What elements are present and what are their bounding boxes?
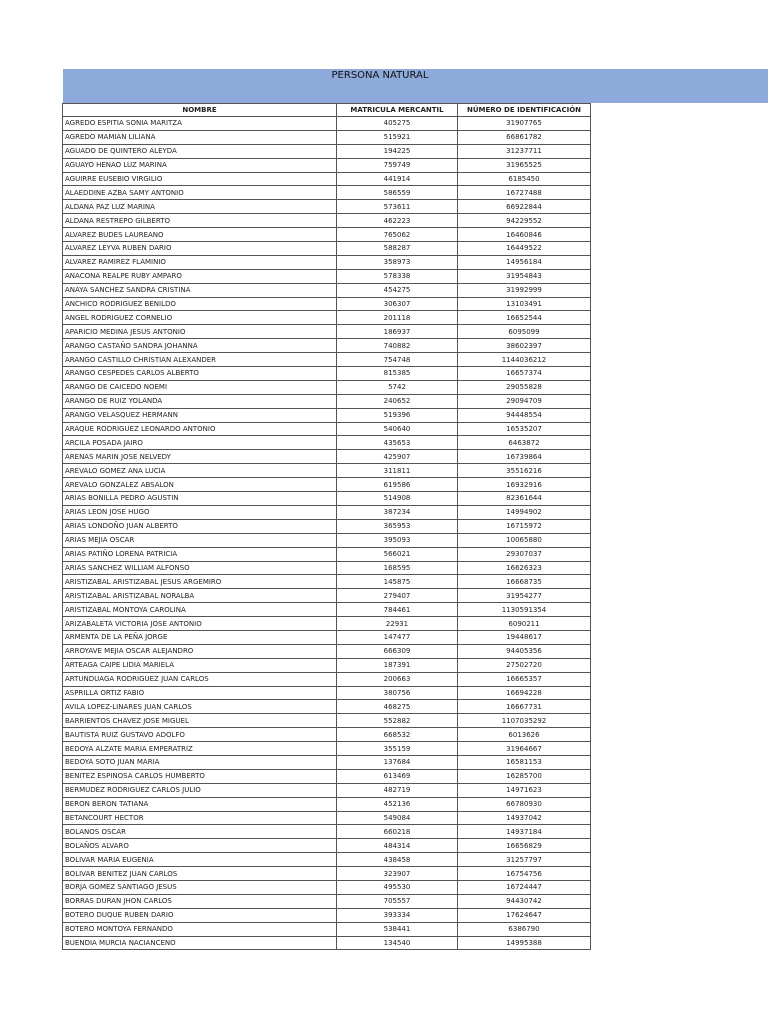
cell-nombre: ARIAS LONDOÑO JUAN ALBERTO [63, 519, 337, 533]
cell-matricula: 134540 [337, 936, 458, 950]
cell-matricula: 393334 [337, 908, 458, 922]
cell-identificacion: 6185450 [458, 172, 591, 186]
cell-identificacion: 1107035292 [458, 714, 591, 728]
table-row [63, 867, 591, 881]
cell-identificacion: 6013626 [458, 728, 591, 742]
cell-matricula: 405275 [337, 117, 458, 131]
table-row [63, 339, 591, 353]
cell-nombre: ARIAS MEJIA OSCAR [63, 533, 337, 547]
table-row [63, 144, 591, 158]
cell-matricula: 395093 [337, 533, 458, 547]
cell-identificacion: 16626323 [458, 561, 591, 575]
cell-matricula: 482719 [337, 783, 458, 797]
table-row [63, 172, 591, 186]
cell-nombre: ARIAS PATIÑO LORENA PATRICIA [63, 547, 337, 561]
cell-nombre: BERMUDEZ RODRIGUEZ CARLOS JULIO [63, 783, 337, 797]
table-row [63, 450, 591, 464]
cell-nombre: ARANGO CESPEDES CARLOS ALBERTO [63, 367, 337, 381]
cell-nombre: AGUIRRE EUSEBIO VIRGILIO [63, 172, 337, 186]
cell-nombre: AVILA LOPEZ-LINARES JUAN CARLOS [63, 700, 337, 714]
table-header [63, 104, 591, 117]
cell-identificacion: 16657374 [458, 367, 591, 381]
cell-identificacion: 31964667 [458, 742, 591, 756]
cell-matricula: 573611 [337, 200, 458, 214]
table-row [63, 130, 591, 144]
cell-identificacion: 94229552 [458, 214, 591, 228]
cell-nombre: BOLAÑOS ALVARO [63, 839, 337, 853]
cell-identificacion: 16449522 [458, 242, 591, 256]
cell-identificacion: 16754756 [458, 867, 591, 881]
table-row [63, 630, 591, 644]
table-row [63, 853, 591, 867]
table-row [63, 242, 591, 256]
cell-nombre: BERON BERON TATIANA [63, 797, 337, 811]
table-row [63, 325, 591, 339]
cell-matricula: 311811 [337, 464, 458, 478]
cell-matricula: 387234 [337, 505, 458, 519]
cell-nombre: ARANGO DE RUIZ YOLANDA [63, 394, 337, 408]
cell-identificacion: 31237711 [458, 144, 591, 158]
cell-matricula: 145875 [337, 575, 458, 589]
table-row [63, 492, 591, 506]
table-row [63, 686, 591, 700]
column-header-nombre: NOMBRE [63, 104, 337, 117]
table-row [63, 617, 591, 631]
cell-matricula: 380756 [337, 686, 458, 700]
cell-matricula: 519396 [337, 408, 458, 422]
cell-identificacion: 16285700 [458, 769, 591, 783]
table-row [63, 380, 591, 394]
cell-matricula: 815385 [337, 367, 458, 381]
cell-identificacion: 94448554 [458, 408, 591, 422]
cell-matricula: 754748 [337, 353, 458, 367]
table-row [63, 283, 591, 297]
cell-nombre: AGREDO MAMIAN LILIANA [63, 130, 337, 144]
cell-nombre: ALVAREZ BUDES LAUREANO [63, 228, 337, 242]
records-table [62, 103, 591, 950]
cell-matricula: 438458 [337, 853, 458, 867]
table-row [63, 575, 591, 589]
cell-identificacion: 16727488 [458, 186, 591, 200]
cell-matricula: 540640 [337, 422, 458, 436]
cell-matricula: 441914 [337, 172, 458, 186]
cell-matricula: 168595 [337, 561, 458, 575]
cell-matricula: 194225 [337, 144, 458, 158]
cell-matricula: 365953 [337, 519, 458, 533]
cell-nombre: APARICIO MEDINA JESUS ANTONIO [63, 325, 337, 339]
cell-identificacion: 1130591354 [458, 603, 591, 617]
cell-nombre: ANCHICO RODRIGUEZ BENILDO [63, 297, 337, 311]
cell-nombre: ARAQUE RODRIGUEZ LEONARDO ANTONIO [63, 422, 337, 436]
cell-matricula: 588287 [337, 242, 458, 256]
cell-nombre: AGREDO ESPITIA SONIA MARITZA [63, 117, 337, 131]
cell-nombre: ARANGO CASTILLO CHRISTIAN ALEXANDER [63, 353, 337, 367]
cell-matricula: 613469 [337, 769, 458, 783]
table-row [63, 186, 591, 200]
cell-identificacion: 14995388 [458, 936, 591, 950]
table-body [63, 117, 591, 950]
cell-identificacion: 19448617 [458, 630, 591, 644]
cell-nombre: BAUTISTA RUIZ GUSTAVO ADOLFO [63, 728, 337, 742]
cell-matricula: 355159 [337, 742, 458, 756]
cell-nombre: ARIAS SANCHEZ WILLIAM ALFONSO [63, 561, 337, 575]
table-row [63, 408, 591, 422]
cell-nombre: BOLANOS OSCAR [63, 825, 337, 839]
table-row [63, 561, 591, 575]
table-row [63, 783, 591, 797]
cell-nombre: ARISTIZABAL MONTOYA CAROLINA [63, 603, 337, 617]
cell-nombre: ANACONA REALPE RUBY AMPARO [63, 269, 337, 283]
cell-nombre: BEDOYA ALZATE MARIA EMPERATRIZ [63, 742, 337, 756]
table-row [63, 422, 591, 436]
cell-nombre: BOLIVAR MARIA EUGENIA [63, 853, 337, 867]
table-row [63, 922, 591, 936]
cell-nombre: ASPRILLA ORTIZ FABIO [63, 686, 337, 700]
cell-identificacion: 66780930 [458, 797, 591, 811]
table-row [63, 117, 591, 131]
table-row [63, 353, 591, 367]
cell-identificacion: 29094709 [458, 394, 591, 408]
cell-identificacion: 14971623 [458, 783, 591, 797]
cell-identificacion: 14994902 [458, 505, 591, 519]
table-row [63, 255, 591, 269]
cell-nombre: AGUADO DE QUINTERO ALEYDA [63, 144, 337, 158]
cell-nombre: ARTEAGA CAIPE LIDIA MARIELA [63, 658, 337, 672]
cell-identificacion: 16667731 [458, 700, 591, 714]
cell-identificacion: 35516216 [458, 464, 591, 478]
cell-identificacion: 13103491 [458, 297, 591, 311]
cell-matricula: 137684 [337, 755, 458, 769]
cell-nombre: ARMENTA DE LA PEÑA JORGE [63, 630, 337, 644]
cell-nombre: ANGEL RODRIGUEZ CORNELIO [63, 311, 337, 325]
cell-nombre: ALDANA PAZ LUZ MARINA [63, 200, 337, 214]
cell-matricula: 538441 [337, 922, 458, 936]
cell-identificacion: 16652544 [458, 311, 591, 325]
cell-matricula: 765062 [337, 228, 458, 242]
cell-identificacion: 31257797 [458, 853, 591, 867]
table-row [63, 658, 591, 672]
cell-nombre: ALVAREZ RAMIREZ FLAMINIO [63, 255, 337, 269]
header-row [63, 104, 591, 117]
cell-matricula: 452136 [337, 797, 458, 811]
table-row [63, 880, 591, 894]
cell-matricula: 666309 [337, 644, 458, 658]
cell-identificacion: 16535207 [458, 422, 591, 436]
cell-matricula: 515921 [337, 130, 458, 144]
cell-identificacion: 16581153 [458, 755, 591, 769]
cell-identificacion: 16932916 [458, 478, 591, 492]
cell-matricula: 240652 [337, 394, 458, 408]
cell-nombre: ARANGO CASTAÑO SANDRA JOHANNA [63, 339, 337, 353]
cell-nombre: BUENDIA MURCIA NACIANCENO [63, 936, 337, 950]
cell-identificacion: 1144036212 [458, 353, 591, 367]
cell-identificacion: 38602397 [458, 339, 591, 353]
cell-matricula: 186937 [337, 325, 458, 339]
table-row [63, 603, 591, 617]
table-row [63, 214, 591, 228]
table-row [63, 811, 591, 825]
cell-identificacion: 16665357 [458, 672, 591, 686]
table-row [63, 936, 591, 950]
cell-identificacion: 82361644 [458, 492, 591, 506]
table-row [63, 533, 591, 547]
cell-nombre: ARISTIZABAL ARISTIZABAL JESUS ARGEMIRO [63, 575, 337, 589]
table-row [63, 505, 591, 519]
column-header-matricula: MATRICULA MERCANTIL [337, 104, 458, 117]
table-row [63, 797, 591, 811]
cell-nombre: BETANCOURT HECTOR [63, 811, 337, 825]
cell-nombre: ARROYAVE MEJIA OSCAR ALEJANDRO [63, 644, 337, 658]
cell-identificacion: 17624647 [458, 908, 591, 922]
cell-identificacion: 66861782 [458, 130, 591, 144]
cell-nombre: ANAYA SANCHEZ SANDRA CRISTINA [63, 283, 337, 297]
table-row [63, 908, 591, 922]
cell-identificacion: 29307037 [458, 547, 591, 561]
table-row [63, 769, 591, 783]
cell-identificacion: 6386790 [458, 922, 591, 936]
cell-matricula: 759749 [337, 158, 458, 172]
cell-matricula: 454275 [337, 283, 458, 297]
table-row [63, 311, 591, 325]
cell-identificacion: 94430742 [458, 894, 591, 908]
cell-identificacion: 6090211 [458, 617, 591, 631]
cell-matricula: 484314 [337, 839, 458, 853]
cell-identificacion: 31954277 [458, 589, 591, 603]
cell-nombre: ARENAS MARIN JOSE NELVEDY [63, 450, 337, 464]
table-row [63, 894, 591, 908]
cell-nombre: BORRAS DURAN JHON CARLOS [63, 894, 337, 908]
cell-nombre: ARCILA POSADA JAIRO [63, 436, 337, 450]
cell-identificacion: 16739864 [458, 450, 591, 464]
cell-nombre: AREVALO GONZALEZ ABSALON [63, 478, 337, 492]
cell-nombre: ARANGO VELASQUEZ HERMANN [63, 408, 337, 422]
cell-nombre: BORJA GOMEZ SANTIAGO JESUS [63, 880, 337, 894]
column-header-identificacion: NÚMERO DE IDENTIFICACIÓN [458, 104, 591, 117]
table-row [63, 228, 591, 242]
cell-nombre: BARRIENTOS CHAVEZ JOSE MIGUEL [63, 714, 337, 728]
cell-matricula: 784461 [337, 603, 458, 617]
cell-nombre: AREVALO GOMEZ ANA LUCIA [63, 464, 337, 478]
cell-identificacion: 16694228 [458, 686, 591, 700]
cell-nombre: ARIZABALETA VICTORIA JOSE ANTONIO [63, 617, 337, 631]
cell-identificacion: 6095099 [458, 325, 591, 339]
cell-identificacion: 31954843 [458, 269, 591, 283]
cell-nombre: BOTERO DUQUE RUBEN DARIO [63, 908, 337, 922]
cell-identificacion: 16715972 [458, 519, 591, 533]
table-row [63, 269, 591, 283]
cell-nombre: ARANGO DE CAICEDO NOEMI [63, 380, 337, 394]
cell-nombre: BENITEZ ESPINOSA CARLOS HUMBERTO [63, 769, 337, 783]
cell-matricula: 495530 [337, 880, 458, 894]
cell-nombre: BEDOYA SOTO JUAN MARIA [63, 755, 337, 769]
cell-identificacion: 16460846 [458, 228, 591, 242]
cell-identificacion: 31907765 [458, 117, 591, 131]
cell-matricula: 358973 [337, 255, 458, 269]
cell-nombre: ARIAS BONILLA PEDRO AGUSTIN [63, 492, 337, 506]
cell-matricula: 552882 [337, 714, 458, 728]
cell-matricula: 514908 [337, 492, 458, 506]
table-row [63, 519, 591, 533]
cell-matricula: 462223 [337, 214, 458, 228]
table-row [63, 672, 591, 686]
table-row [63, 394, 591, 408]
cell-matricula: 5742 [337, 380, 458, 394]
cell-identificacion: 6463872 [458, 436, 591, 450]
table-row [63, 839, 591, 853]
cell-nombre: ARTUNDUAGA RODRIGUEZ JUAN CARLOS [63, 672, 337, 686]
cell-matricula: 187391 [337, 658, 458, 672]
cell-matricula: 668532 [337, 728, 458, 742]
table-row [63, 158, 591, 172]
cell-matricula: 435653 [337, 436, 458, 450]
table-row [63, 367, 591, 381]
cell-identificacion: 14956184 [458, 255, 591, 269]
cell-matricula: 201118 [337, 311, 458, 325]
cell-nombre: BOLIVAR BENITEZ JUAN CARLOS [63, 867, 337, 881]
cell-matricula: 306307 [337, 297, 458, 311]
cell-matricula: 578338 [337, 269, 458, 283]
cell-identificacion: 29055828 [458, 380, 591, 394]
cell-matricula: 147477 [337, 630, 458, 644]
cell-identificacion: 14937184 [458, 825, 591, 839]
cell-identificacion: 94405356 [458, 644, 591, 658]
table-row [63, 589, 591, 603]
cell-matricula: 619586 [337, 478, 458, 492]
cell-nombre: BOTERO MONTOYA FERNANDO [63, 922, 337, 936]
cell-matricula: 705557 [337, 894, 458, 908]
table-row [63, 714, 591, 728]
cell-nombre: ARIAS LEON JOSE HUGO [63, 505, 337, 519]
cell-matricula: 200663 [337, 672, 458, 686]
cell-nombre: ALAEDDINE AZBA SAMY ANTONIO [63, 186, 337, 200]
table-row [63, 464, 591, 478]
table-row [63, 755, 591, 769]
cell-matricula: 468275 [337, 700, 458, 714]
cell-nombre: ALDANA RESTREPO GILBERTO [63, 214, 337, 228]
cell-identificacion: 27502720 [458, 658, 591, 672]
cell-matricula: 549084 [337, 811, 458, 825]
cell-nombre: ALVAREZ LEYVA RUBEN DARIO [63, 242, 337, 256]
cell-matricula: 566021 [337, 547, 458, 561]
cell-matricula: 22931 [337, 617, 458, 631]
table-row [63, 200, 591, 214]
table-row [63, 644, 591, 658]
table-row [63, 478, 591, 492]
table-row [63, 825, 591, 839]
cell-identificacion: 66922844 [458, 200, 591, 214]
cell-identificacion: 16656829 [458, 839, 591, 853]
table-row [63, 700, 591, 714]
table-row [63, 297, 591, 311]
table-row [63, 728, 591, 742]
cell-identificacion: 16724447 [458, 880, 591, 894]
table-row [63, 436, 591, 450]
cell-identificacion: 10065880 [458, 533, 591, 547]
page-title: PERSONA NATURAL [331, 70, 429, 81]
table-row [63, 547, 591, 561]
cell-nombre: AGUAYO HENAO LUZ MARINA [63, 158, 337, 172]
cell-matricula: 740882 [337, 339, 458, 353]
cell-identificacion: 14937042 [458, 811, 591, 825]
cell-identificacion: 31992999 [458, 283, 591, 297]
cell-matricula: 586559 [337, 186, 458, 200]
cell-matricula: 425907 [337, 450, 458, 464]
cell-nombre: ARISTIZABAL ARISTIZABAL NORALBA [63, 589, 337, 603]
cell-matricula: 323907 [337, 867, 458, 881]
cell-matricula: 279407 [337, 589, 458, 603]
cell-matricula: 660218 [337, 825, 458, 839]
cell-identificacion: 16668735 [458, 575, 591, 589]
cell-identificacion: 31965525 [458, 158, 591, 172]
table-row [63, 742, 591, 756]
